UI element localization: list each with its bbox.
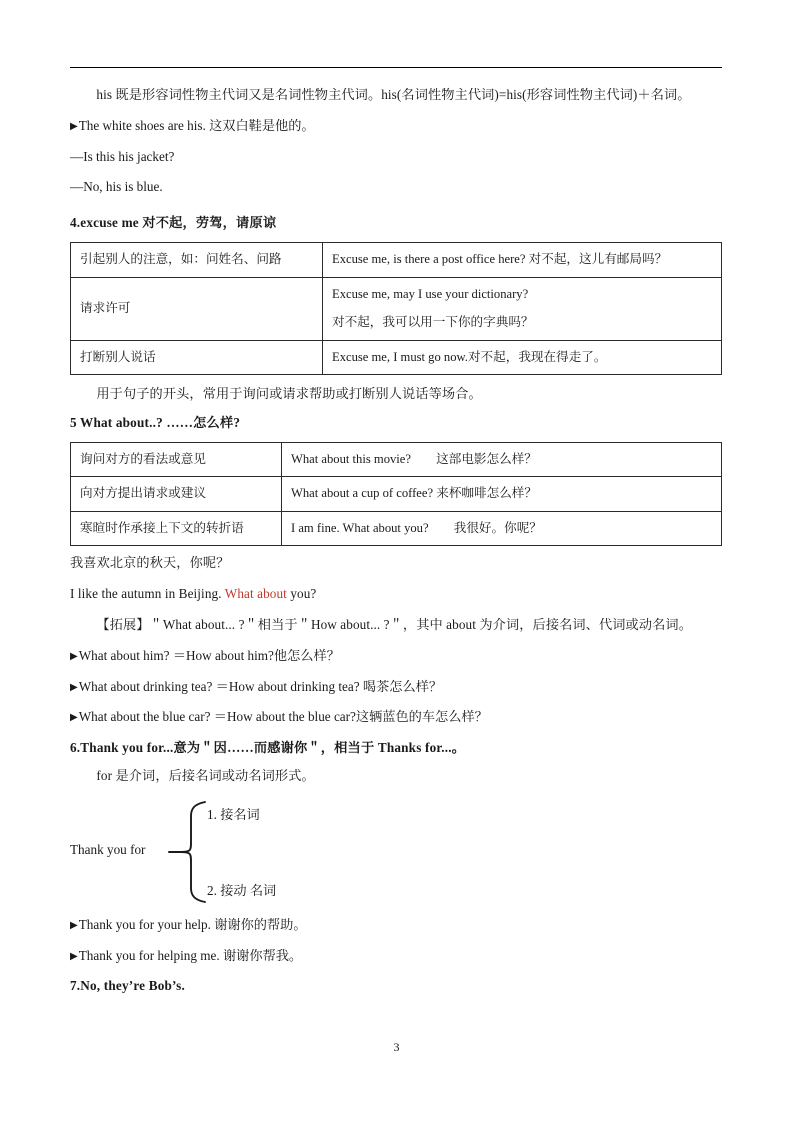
triangle-bullet-icon: ▶	[70, 650, 78, 662]
header-rule	[70, 67, 722, 68]
bullet-text: What about him? ＝How about him?他怎么样？	[78, 647, 340, 663]
intro-dialog-answer: —No, his is blue.	[70, 179, 163, 195]
bullet-text: What about the blue car? ＝How about the blue car?这辆蓝色的车怎么样？	[78, 709, 488, 725]
table-row	[71, 477, 722, 512]
section-5-english-sentence	[70, 585, 722, 603]
highlighted-phrase: What about	[224, 586, 287, 602]
usage-cell: 请求许可	[71, 277, 323, 340]
example-line: Excuse me, I must go now.对不起，我现在得走了。	[332, 349, 607, 364]
usage-cell: 询问对方的看法或意见	[71, 442, 282, 477]
section-5-expansion-note: 【拓展】＂What about... ?＂相当于＂How about... ?＂，其中 about 为介词，后接名词、代词或动名词。	[96, 616, 692, 632]
table-row	[71, 277, 722, 340]
example-line: What about a cup of coffee? 来杯咖啡怎么样？	[291, 486, 537, 501]
example-cell	[323, 243, 722, 278]
excuse-me-table	[70, 242, 722, 375]
example-cell	[282, 511, 722, 546]
section-5-bullet	[70, 678, 722, 696]
usage-cell: 寒暄时作承接上下文的转折语	[71, 511, 282, 546]
triangle-bullet-icon: ▶	[70, 950, 78, 962]
usage-cell: 打断别人说话	[71, 340, 323, 375]
brace-label: Thank you for	[70, 841, 146, 857]
brace-item: 1. 接名词	[207, 806, 260, 822]
intro-example-text: The white shoes are his. 这双白鞋是他的。	[78, 117, 315, 133]
table-row	[71, 511, 722, 546]
excuse-me-table-wrapper	[70, 242, 722, 375]
page-number: 3	[393, 1040, 400, 1054]
sentence-suffix: you?	[286, 586, 317, 602]
section-5-bullet	[70, 708, 722, 726]
what-about-table	[70, 442, 722, 547]
intro-paragraph: his 既是形容词性物主代词又是名词性物主代词。his(名词性物主代词)=his(形容词性物主代词)＋名词。	[96, 87, 691, 102]
table-row	[71, 243, 722, 278]
sentence-prefix: I like the autumn in Beijing.	[70, 586, 225, 602]
intro-example-bullet	[70, 117, 722, 135]
triangle-bullet-icon: ▶	[70, 712, 78, 724]
section-5-heading: 5 What about..? ……怎么样?	[70, 414, 241, 430]
triangle-bullet-icon: ▶	[70, 919, 78, 931]
usage-cell: 向对方提出请求或建议	[71, 477, 282, 512]
section-4-heading: 4.excuse me 对不起，劳驾，请原谅	[70, 215, 277, 231]
section-5-bullet	[70, 647, 722, 665]
example-line: What about this movie? 这部电影怎么样？	[291, 451, 537, 466]
section-7-heading: 7.No, they’re Bob’s.	[70, 978, 185, 994]
section-6-heading: 6.Thank you for...意为＂因……而感谢你＂，相当于 Thanks for...。	[70, 740, 466, 756]
example-line: 对不起，我可以用一下你的字典吗？	[332, 315, 534, 330]
example-line: Excuse me, is there a post office here? 对不起，这儿有邮局吗？	[332, 252, 668, 267]
section-6-note: for 是介词，后接名词或动名词形式。	[96, 767, 315, 783]
triangle-bullet-icon: ▶	[70, 681, 78, 693]
example-line: Excuse me, may I use your dictionary?	[332, 286, 529, 301]
bullet-text: Thank you for your help. 谢谢你的帮助。	[78, 916, 307, 932]
brace-item: 2. 接动 名词	[207, 882, 277, 898]
document-body	[70, 86, 722, 1005]
table-row	[71, 340, 722, 375]
section-6-bullet	[70, 947, 722, 965]
section-5-chinese-sentence: 我喜欢北京的秋天，你呢？	[70, 555, 230, 571]
thank-you-for-brace-diagram	[70, 798, 722, 906]
example-cell	[323, 340, 722, 375]
usage-cell: 引起别人的注意，如：问姓名、问路	[71, 243, 323, 278]
example-cell	[282, 477, 722, 512]
example-cell	[323, 277, 722, 340]
bullet-text: What about drinking tea? ＝How about drinking tea? 喝茶怎么样？	[78, 678, 443, 694]
what-about-table-wrapper	[70, 442, 722, 547]
intro-dialog-question: —Is this his jacket?	[70, 148, 175, 164]
table-row	[71, 442, 722, 477]
triangle-bullet-icon: ▶	[70, 120, 78, 132]
section-4-note: 用于句子的开头，常用于询问或请求帮助或打断别人说话等场合。	[96, 386, 482, 402]
example-cell	[282, 442, 722, 477]
example-line: I am fine. What about you? 我很好。你呢？	[291, 520, 542, 535]
bullet-text: Thank you for helping me. 谢谢你帮我。	[78, 947, 303, 963]
section-6-bullet	[70, 916, 722, 934]
